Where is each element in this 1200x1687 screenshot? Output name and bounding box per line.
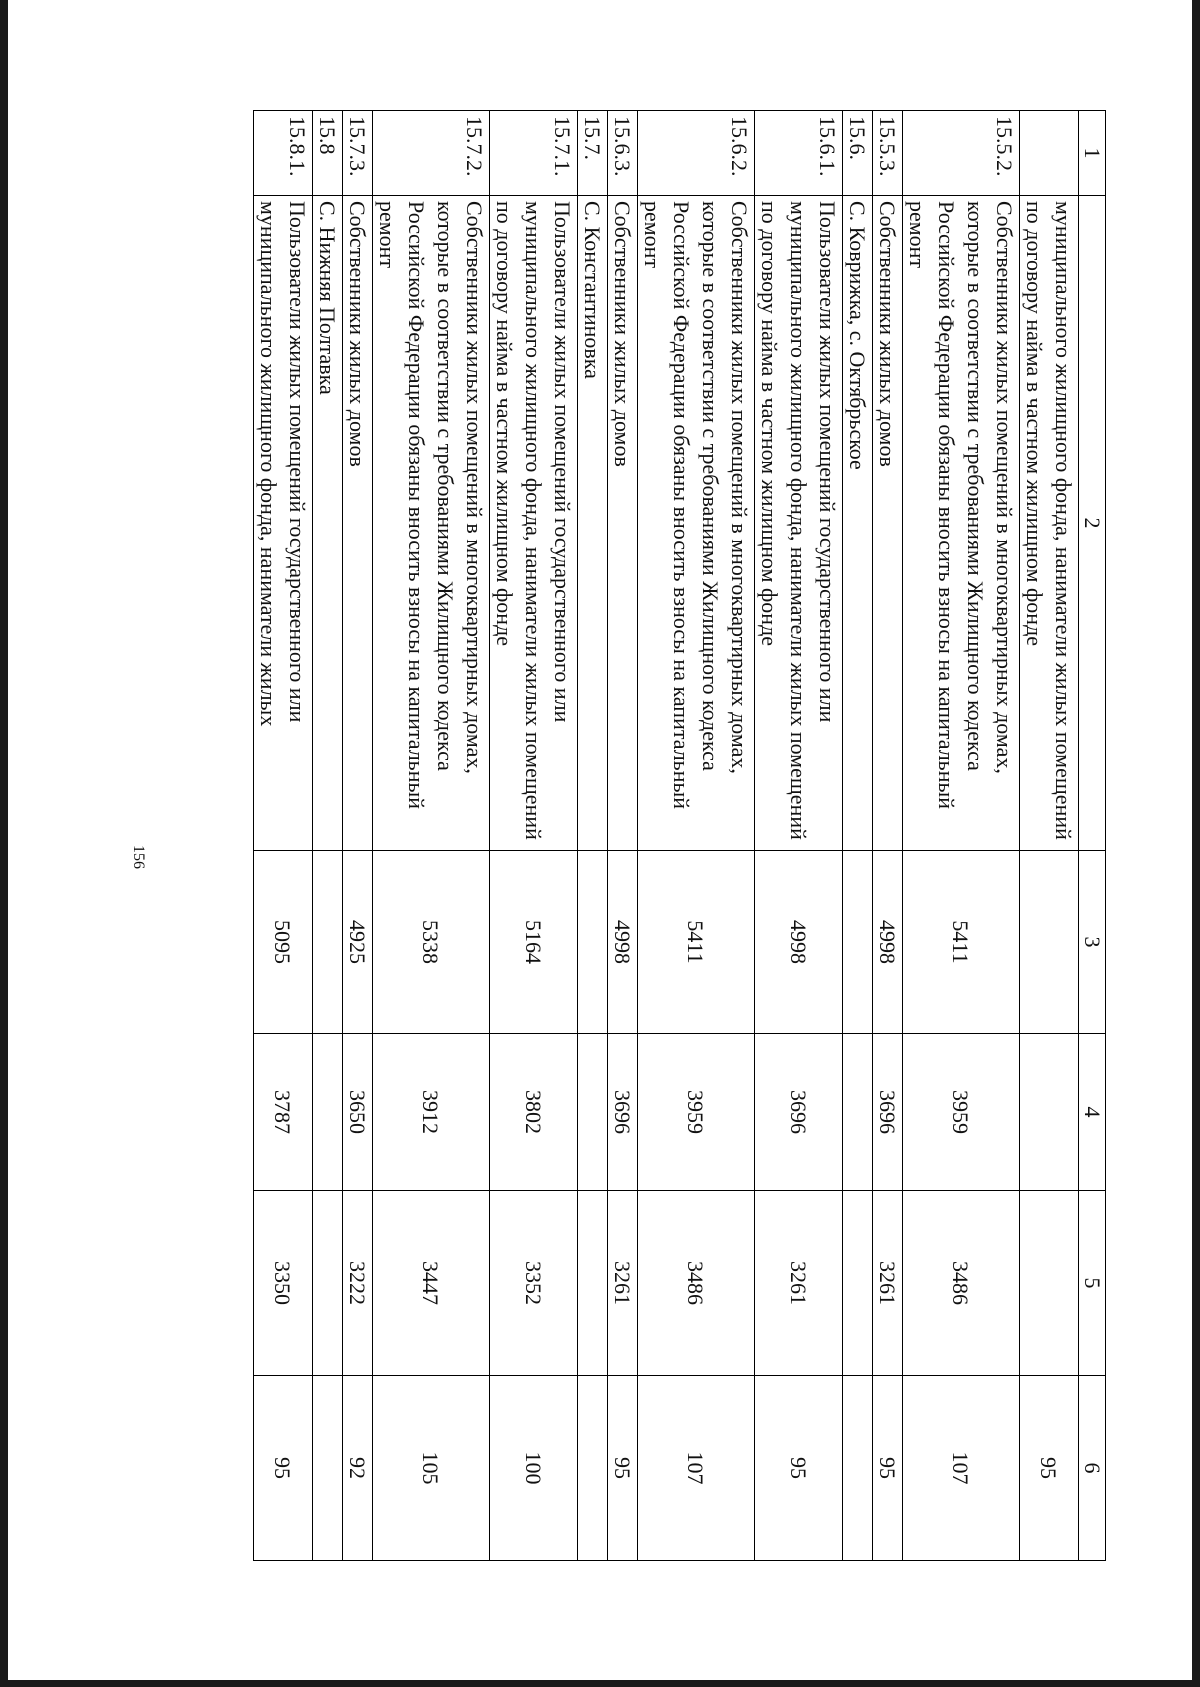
header-cell: 5 bbox=[1079, 1191, 1106, 1376]
row-value-col4: 3959 bbox=[903, 1034, 1020, 1191]
row-value-col5: 3447 bbox=[373, 1191, 490, 1376]
row-value-col6 bbox=[313, 1376, 343, 1561]
row-code: 15.6.3. bbox=[608, 111, 638, 196]
row-text: Пользователи жилых помещений государственного или муниципального жилищного фонда, наниматели жилых помещений по договору найма в частном жилищном фонде bbox=[490, 196, 578, 851]
row-value-col3 bbox=[1020, 851, 1079, 1034]
row-text: Пользователи жилых помещений государственного или муниципального жилищного фонда, наниматели жилых помещений по договору найма в частном жилищном фонде bbox=[755, 196, 843, 851]
row-text: Собственники жилых домов bbox=[873, 196, 903, 851]
row-value-col5 bbox=[1020, 1191, 1079, 1376]
row-text: С. Константиновка bbox=[578, 196, 608, 851]
table-header-row bbox=[1079, 111, 1106, 1561]
row-text: С. Коврижка, с. Октябрьское bbox=[843, 196, 873, 851]
row-value-col6 bbox=[843, 1376, 873, 1561]
row-text: Собственники жилых домов bbox=[608, 196, 638, 851]
row-code: 15.8 bbox=[313, 111, 343, 196]
row-value-col6: 95 bbox=[755, 1376, 843, 1561]
row-value-col3: 4925 bbox=[343, 851, 373, 1034]
row-value-col4 bbox=[1020, 1034, 1079, 1191]
table-row bbox=[638, 111, 755, 1561]
row-value-col5 bbox=[578, 1191, 608, 1376]
row-code: 15.6.2. bbox=[638, 111, 755, 196]
row-value-col3 bbox=[313, 851, 343, 1034]
row-value-col4: 3696 bbox=[608, 1034, 638, 1191]
header-cell: 3 bbox=[1079, 851, 1106, 1034]
header-cell: 4 bbox=[1079, 1034, 1106, 1191]
row-value-col3: 5411 bbox=[903, 851, 1020, 1034]
table-row bbox=[373, 111, 490, 1561]
row-value-col5: 3486 bbox=[903, 1191, 1020, 1376]
table-row bbox=[755, 111, 843, 1561]
row-value-col4 bbox=[843, 1034, 873, 1191]
row-value-col4 bbox=[313, 1034, 343, 1191]
row-value-col3 bbox=[578, 851, 608, 1034]
scan-edge-right bbox=[1192, 0, 1200, 1687]
row-value-col5: 3261 bbox=[873, 1191, 903, 1376]
row-value-col5: 3222 bbox=[343, 1191, 373, 1376]
row-value-col5: 3261 bbox=[608, 1191, 638, 1376]
row-value-col4: 3787 bbox=[254, 1034, 313, 1191]
row-code: 15.8.1. bbox=[254, 111, 313, 196]
row-text: муниципального жилищного фонда, наниматели жилых помещений по договору найма в частном жилищном фонде bbox=[1020, 196, 1079, 851]
row-value-col6: 107 bbox=[638, 1376, 755, 1561]
row-code: 15.7. bbox=[578, 111, 608, 196]
row-code: 15.6. bbox=[843, 111, 873, 196]
row-code: 15.5.2. bbox=[903, 111, 1020, 196]
row-code: 15.5.3. bbox=[873, 111, 903, 196]
row-value-col6: 95 bbox=[1020, 1376, 1079, 1561]
row-value-col4: 3696 bbox=[755, 1034, 843, 1191]
row-value-col3: 5338 bbox=[373, 851, 490, 1034]
header-cell: 2 bbox=[1079, 196, 1106, 851]
row-text: С. Нижняя Полтавка bbox=[313, 196, 343, 851]
row-code: 15.7.2. bbox=[373, 111, 490, 196]
row-text: Собственники жилых помещений в многоквартирных домах, которые в соответствии с требованиями Жилищного кодекса Российской Федерации обязаны вносить взносы на капитальный ремонт bbox=[373, 196, 490, 851]
table-row bbox=[490, 111, 578, 1561]
row-code bbox=[1020, 111, 1079, 196]
row-code: 15.7.1. bbox=[490, 111, 578, 196]
page-number: 156 bbox=[130, 845, 147, 869]
row-value-col5: 3352 bbox=[490, 1191, 578, 1376]
row-value-col5: 3261 bbox=[755, 1191, 843, 1376]
table-row-section bbox=[313, 111, 343, 1561]
row-value-col5 bbox=[313, 1191, 343, 1376]
table-row-section bbox=[843, 111, 873, 1561]
table-row bbox=[873, 111, 903, 1561]
row-value-col4 bbox=[578, 1034, 608, 1191]
row-text: Пользователи жилых помещений государственного или муниципального жилищного фонда, наниматели жилых bbox=[254, 196, 313, 851]
row-value-col6: 95 bbox=[254, 1376, 313, 1561]
header-cell: 1 bbox=[1079, 111, 1106, 196]
rotated-table-container bbox=[196, 110, 1106, 1560]
table-row-section bbox=[578, 111, 608, 1561]
row-value-col6: 95 bbox=[873, 1376, 903, 1561]
row-value-col6: 92 bbox=[343, 1376, 373, 1561]
table-row bbox=[903, 111, 1020, 1561]
row-value-col3: 4998 bbox=[873, 851, 903, 1034]
row-code: 15.7.3. bbox=[343, 111, 373, 196]
row-value-col6: 107 bbox=[903, 1376, 1020, 1561]
row-value-col5 bbox=[843, 1191, 873, 1376]
scan-edge-bottom bbox=[0, 1680, 1200, 1687]
tariff-table bbox=[253, 110, 1106, 1561]
table-row bbox=[254, 111, 313, 1561]
row-value-col3: 5095 bbox=[254, 851, 313, 1034]
row-text: Собственники жилых домов bbox=[343, 196, 373, 851]
row-value-col6: 95 bbox=[608, 1376, 638, 1561]
row-value-col3: 4998 bbox=[608, 851, 638, 1034]
row-value-col4: 3696 bbox=[873, 1034, 903, 1191]
row-value-col6 bbox=[578, 1376, 608, 1561]
table-row bbox=[343, 111, 373, 1561]
row-value-col4: 3650 bbox=[343, 1034, 373, 1191]
row-value-col3: 4998 bbox=[755, 851, 843, 1034]
row-value-col5: 3350 bbox=[254, 1191, 313, 1376]
row-text: Собственники жилых помещений в многоквартирных домах, которые в соответствии с требованиями Жилищного кодекса Российской Федерации обязаны вносить взносы на капитальный ремонт bbox=[638, 196, 755, 851]
row-text: Собственники жилых помещений в многоквартирных домах, которые в соответствии с требованиями Жилищного кодекса Российской Федерации обязаны вносить взносы на капитальный ремонт bbox=[903, 196, 1020, 851]
table-row bbox=[608, 111, 638, 1561]
table-row bbox=[1020, 111, 1079, 1561]
row-value-col3: 5411 bbox=[638, 851, 755, 1034]
row-value-col4: 3802 bbox=[490, 1034, 578, 1191]
row-value-col6: 100 bbox=[490, 1376, 578, 1561]
row-value-col5: 3486 bbox=[638, 1191, 755, 1376]
row-value-col3: 5164 bbox=[490, 851, 578, 1034]
header-cell: 6 bbox=[1079, 1376, 1106, 1561]
row-value-col6: 105 bbox=[373, 1376, 490, 1561]
row-value-col3 bbox=[843, 851, 873, 1034]
row-code: 15.6.1. bbox=[755, 111, 843, 196]
scan-edge-left bbox=[0, 0, 8, 1687]
row-value-col4: 3912 bbox=[373, 1034, 490, 1191]
row-value-col4: 3959 bbox=[638, 1034, 755, 1191]
